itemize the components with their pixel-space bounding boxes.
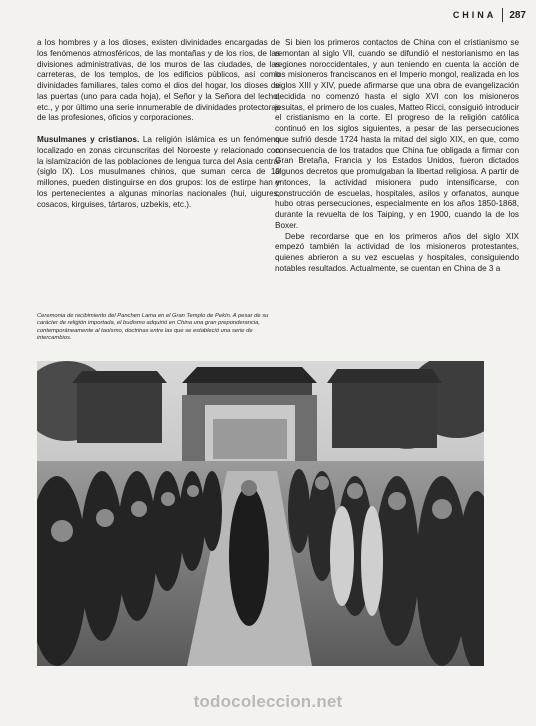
paragraph-islam [37, 135, 280, 210]
paragraph-protestants: Debe recordarse que en los primeros años del siglo XIX empezó también la actividad de los misioneros protestantes, quienes abrieron a su vez escuelas y hospitales, consiguiendo notables resultados. Actualmente, se cuentan en China de 3 a [275, 231, 519, 273]
paragraph-christianity: Si bien los primeros contactos de China con el cristianismo se remontan al siglo VII, cuando se difundió el nestorianismo en las regiones noroccidentales, y aun teniendo en cuenta la acción de los misioneros franciscanos en el Imperio mongol, realizada en los siglos XIII y XIV, puede afirmarse que una obra de evangelización decidida no comenzó hasta el siglo XVI con los misioneros jesuitas, el primero de los cuales, Matteo Ricci, consiguió introducir el cristianismo en la corte. El progreso de la religión católica continuó en los siglos siguientes, a pesar de las persecuciones que sufrió desde 1724 hasta la mitad del siglo XIX, en que, como consecuencia de los tratados que China fue obligada a firmar con Gran Bretaña, Francia y los Estados Unidos, fueron dictados algunos decretos que promulgaban la libertad religiosa. A partir de entonces, la actividad misionera pudo intensificarse, con construcción de escuelas, hospitales, asilos y orfanatos, aunque hubo otras persecuciones, especialmente en los años 1850-1868, durante la revuelta de los Taiping, y en 1900, cuando la de los Boxer. [275, 38, 519, 230]
ceremony-photo-illustration [37, 361, 484, 666]
photo-caption: Ceremonia de recibimiento del Panchen Lama en el Gran Templo de Pekín. A pesar de su carácter de religión importada, el budismo adquirió en China una gran preponderancia, contemporáneamente al taoísmo, doctrinas entre las que se estableció una serie de intercambios. [37, 313, 269, 342]
ceremony-photo [37, 361, 484, 666]
header-divider [502, 8, 503, 22]
page-header [453, 8, 526, 22]
left-column [37, 38, 280, 210]
section-subhead: Musulmanes y cristianos. [37, 135, 140, 144]
right-column [275, 38, 519, 275]
paragraph-deities: a los hombres y a los dioses, existen divinidades encargadas de los fenómenos atmosféricos, de las montañas y de los ríos, de las divisiones administrativas, de los muros de las ciudades, de las carreteras, de los templos, de los edificios públicos, así como divinidades familiares, tales como el dios del hogar, los dioses de las puertas (uno para cada hoja), el Señor y la Señora del lecho, etc., y por último una serie innumerable de divinidades protectoras de las profesiones, oficios y corporaciones. [37, 38, 280, 123]
page-number: 287 [509, 9, 526, 21]
watermark-text: todocoleccion.net [193, 692, 343, 711]
section-title: CHINA [452, 10, 497, 20]
paragraph-islam-text: La religión islámica es un fenómeno localizado en zonas circunscritas del Noroeste y relacionado con la islamización de las poblaciones de lengua turca del Asia central (siglo IX). Los musulmanes chinos, que suman cerca de 10 millones, pueden distinguirse en dos grupos: los de estirpe han y los pertenecientes a algunas minorías nacionales (hui, uigures, cosacos, kirguises, tártaros, uzbekis, etc.). [37, 135, 281, 209]
